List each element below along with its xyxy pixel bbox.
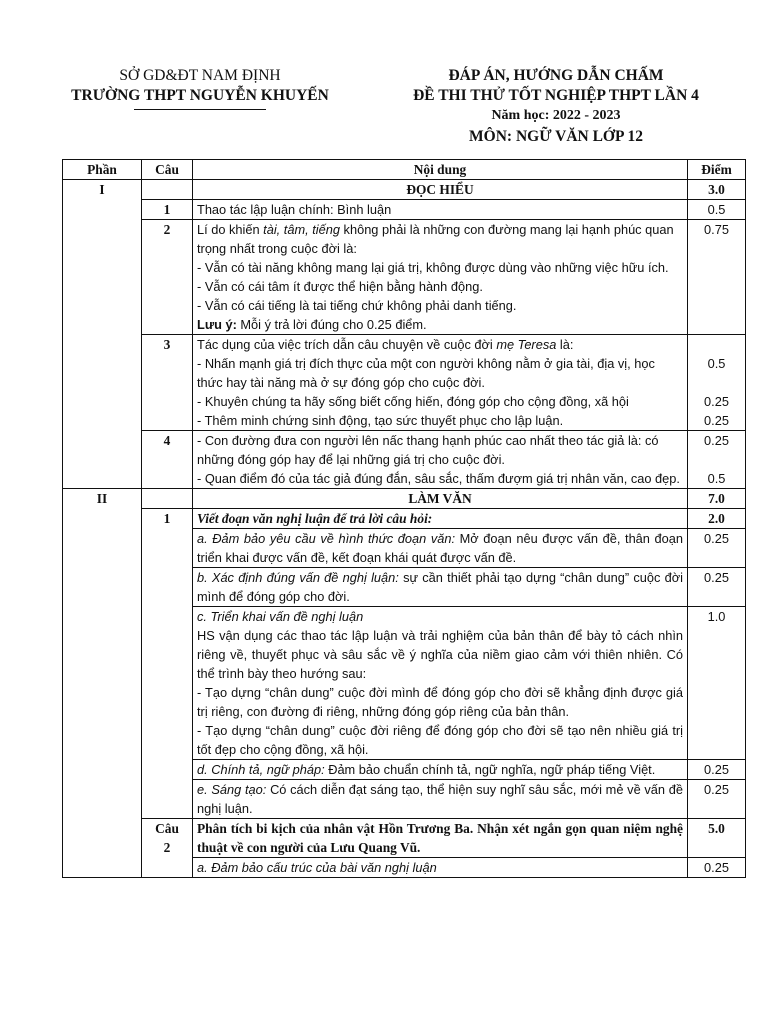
q2-intro [197, 220, 683, 258]
q3-content [193, 335, 688, 431]
table-row [63, 335, 746, 431]
q2-intro-pre: Lí do khiến [197, 222, 264, 237]
q2-intro-italic: tài, tâm, tiếng [263, 222, 340, 237]
q4-score-1: 0.25 [704, 433, 729, 448]
p2-q1-e-text: Có cách diễn đạt sáng tạo, thể hiện suy nghĩ sâu sắc, mới mẻ về vấn đề nghị luận. [197, 782, 683, 816]
table-row [63, 431, 746, 489]
table-row [63, 200, 746, 220]
q2-intro-post: không phải là những con đường mang lại hạnh phúc quan trọng nhất trong cuộc đời là: [197, 222, 674, 256]
q1-number: 1 [142, 200, 193, 220]
q2-note-text: Mỗi ý trả lời đúng cho 0.25 điểm. [236, 317, 427, 332]
p2-q1-d-label: d. Chính tả, ngữ pháp: [197, 762, 325, 777]
header-underline [134, 109, 266, 110]
q4-bullet-2: - Quan điểm đó của tác giả đúng đắn, sâu sắc, thấm đượm giá trị nhân văn, cao đẹp. [197, 471, 680, 486]
doc-title: ĐÁP ÁN, HƯỚNG DẪN CHẤM [448, 67, 664, 84]
school-year: Năm học: 2022 - 2023 [491, 108, 621, 123]
q4-bullet-1: - Con đường đưa con người lên nấc thang hạnh phúc cao nhất theo tác giả là: có những đóng góp hay để lại những giá trị cho cuộc đời. [197, 433, 659, 467]
subject-name: MÔN: NGỮ VĂN LỚP 12 [469, 128, 643, 145]
p2-q1-e-score: 0.25 [688, 780, 746, 819]
part1-empty-cell [142, 180, 193, 200]
p2-q1-a [193, 529, 688, 568]
p2-q1-a-label: a. Đảm bảo yêu cầu về hình thức đoạn văn: [197, 531, 456, 546]
p2-q2-score: 5.0 [688, 819, 746, 858]
header-left [60, 66, 340, 110]
p2-q1-d-score: 0.25 [688, 760, 746, 780]
q2-score: 0.75 [688, 220, 746, 335]
header-cau: Câu [142, 160, 193, 180]
part2-title: LÀM VĂN [193, 489, 688, 509]
p2-q1-d [193, 760, 688, 780]
q2-note-label: Lưu ý: [197, 317, 237, 332]
q3-intro-pre: Tác dụng của việc trích dẫn câu chuyện về cuộc đời [197, 337, 497, 352]
header-diem: Điểm [688, 160, 746, 180]
p2-q1-a-text: Mở đoạn nêu được vấn đề, thân đoạn triển khai được vấn đề, kết đoạn khái quát được vấn đề. [197, 531, 683, 565]
part1-title: ĐỌC HIỂU [193, 180, 688, 200]
part1-row [63, 180, 746, 200]
header-phan: Phần [63, 160, 142, 180]
table-header-row [63, 160, 746, 180]
q2-bullet-2: - Vẫn có cái tâm ít được thể hiện bằng hành động. [197, 279, 483, 294]
q3-intro-post: là: [556, 337, 574, 352]
q2-note [197, 315, 683, 334]
q2-content [193, 220, 688, 335]
p2-q2-title: Phân tích bi kịch của nhân vật Hồn Trương Ba. Nhận xét ngắn gọn quan niệm nghệ thuật về con người của Lưu Quang Vũ. [193, 819, 688, 858]
p2-q1-b [193, 568, 688, 607]
p2-q1-c [193, 607, 688, 760]
q4-score-2: 0.5 [707, 471, 726, 486]
q4-number: 4 [142, 431, 193, 489]
q2-number: 2 [142, 220, 193, 335]
q3-score-2: 0.25 [704, 394, 729, 409]
p2-q1-d-text: Đảm bảo chuẩn chính tả, ngữ nghĩa, ngữ pháp tiếng Việt. [324, 762, 656, 777]
answer-table [62, 159, 746, 878]
p2-q1-b-label: b. Xác định đúng vấn đề nghị luận: [197, 570, 399, 585]
part2-empty-cell [142, 489, 193, 509]
p2-q1-e [193, 780, 688, 819]
part1-score: 3.0 [688, 180, 746, 200]
p2-q1-c-text-2: - Tạo dựng “chân dung” cuộc đời mình để đóng góp cho đời sẽ khẳng định được giá trị riêng, con đường đi riêng, những đóng góp riêng của bản thân. [197, 685, 683, 719]
q3-intro [197, 335, 683, 354]
part2-row [63, 489, 746, 509]
q4-content [193, 431, 688, 489]
table-row [63, 220, 746, 335]
q3-bullet-2: - Khuyên chúng ta hãy sống biết cống hiến, đóng góp cho cộng đồng, xã hội [197, 394, 629, 409]
q2-bullet-1: - Vẫn có tài năng không mang lại giá trị, không được dùng vào những việc hữu ích. [197, 260, 669, 275]
school-name: TRƯỜNG THPT NGUYỄN KHUYẾN [71, 87, 329, 104]
department-name: SỞ GD&ĐT NAM ĐỊNH [119, 67, 281, 84]
q2-bullet-3: - Vẫn có cái tiếng là tai tiếng chứ không phải danh tiếng. [197, 298, 517, 313]
part2-score: 7.0 [688, 489, 746, 509]
table-row [63, 509, 746, 529]
q3-intro-italic: mẹ Teresa [496, 337, 557, 352]
q3-number: 3 [142, 335, 193, 431]
exam-name: ĐỀ THI THỬ TỐT NGHIỆP THPT LẦN 4 [413, 87, 699, 104]
q3-scores [688, 335, 746, 431]
p2-q1-title: Viết đoạn văn nghị luận để trả lời câu hỏi: [193, 509, 688, 529]
p2-q2-number [142, 819, 193, 878]
p2-q2-cau-num: 2 [163, 840, 171, 855]
p2-q1-c-text-1: HS vận dụng các thao tác lập luận và trải nghiệm của bản thân để bày tỏ cách nhìn riêng về, thuyết phục và sâu sắc về ý nghĩa của niềm giao cảm với thiên nhiên. Có thể trình bày theo hướng sau: [197, 628, 683, 681]
table-row [63, 819, 746, 858]
q3-bullet-1: - Nhấn mạnh giá trị đích thực của một con người không nằm ở gia tài, địa vị, học thức hay tài năng mà ở sự đóng góp cho cuộc đời. [197, 356, 655, 390]
p2-q1-score: 2.0 [688, 509, 746, 529]
p2-q1-b-text: sự cần thiết phải tạo dựng “chân dung” cuộc đời mình để đóng góp cho đời. [197, 570, 683, 604]
p2-q1-c-score: 1.0 [688, 607, 746, 760]
p2-q1-e-label: e. Sáng tạo: [197, 782, 267, 797]
part2-label: II [63, 489, 142, 878]
header-noidung: Nội dung [193, 160, 688, 180]
p2-q1-b-score: 0.25 [688, 568, 746, 607]
p2-q1-c-text-3: - Tạo dựng “chân dung” cuộc đời riêng để đóng góp cho đời sẽ tạo nên nhiều giá trị tốt đẹp cho cộng đồng, xã hội. [197, 723, 683, 757]
p2-q1-c-label: c. Triển khai vấn đề nghị luận [197, 609, 364, 624]
header-right [380, 66, 732, 147]
part1-label: I [63, 180, 142, 489]
q1-score: 0.5 [688, 200, 746, 220]
p2-q1-a-score: 0.25 [688, 529, 746, 568]
q3-score-1: 0.5 [707, 356, 726, 371]
q4-scores [688, 431, 746, 489]
p2-q2-cau-label: Câu [155, 821, 179, 836]
p2-q1-number: 1 [142, 509, 193, 819]
q1-content: Thao tác lập luận chính: Bình luận [193, 200, 688, 220]
q3-score-3: 0.25 [704, 413, 729, 428]
p2-q2-a: a. Đảm bảo cấu trúc của bài văn nghị luận [193, 858, 688, 878]
q3-bullet-3: - Thêm minh chứng sinh động, tạo sức thuyết phục cho lập luận. [197, 413, 564, 428]
p2-q2-a-score: 0.25 [688, 858, 746, 878]
